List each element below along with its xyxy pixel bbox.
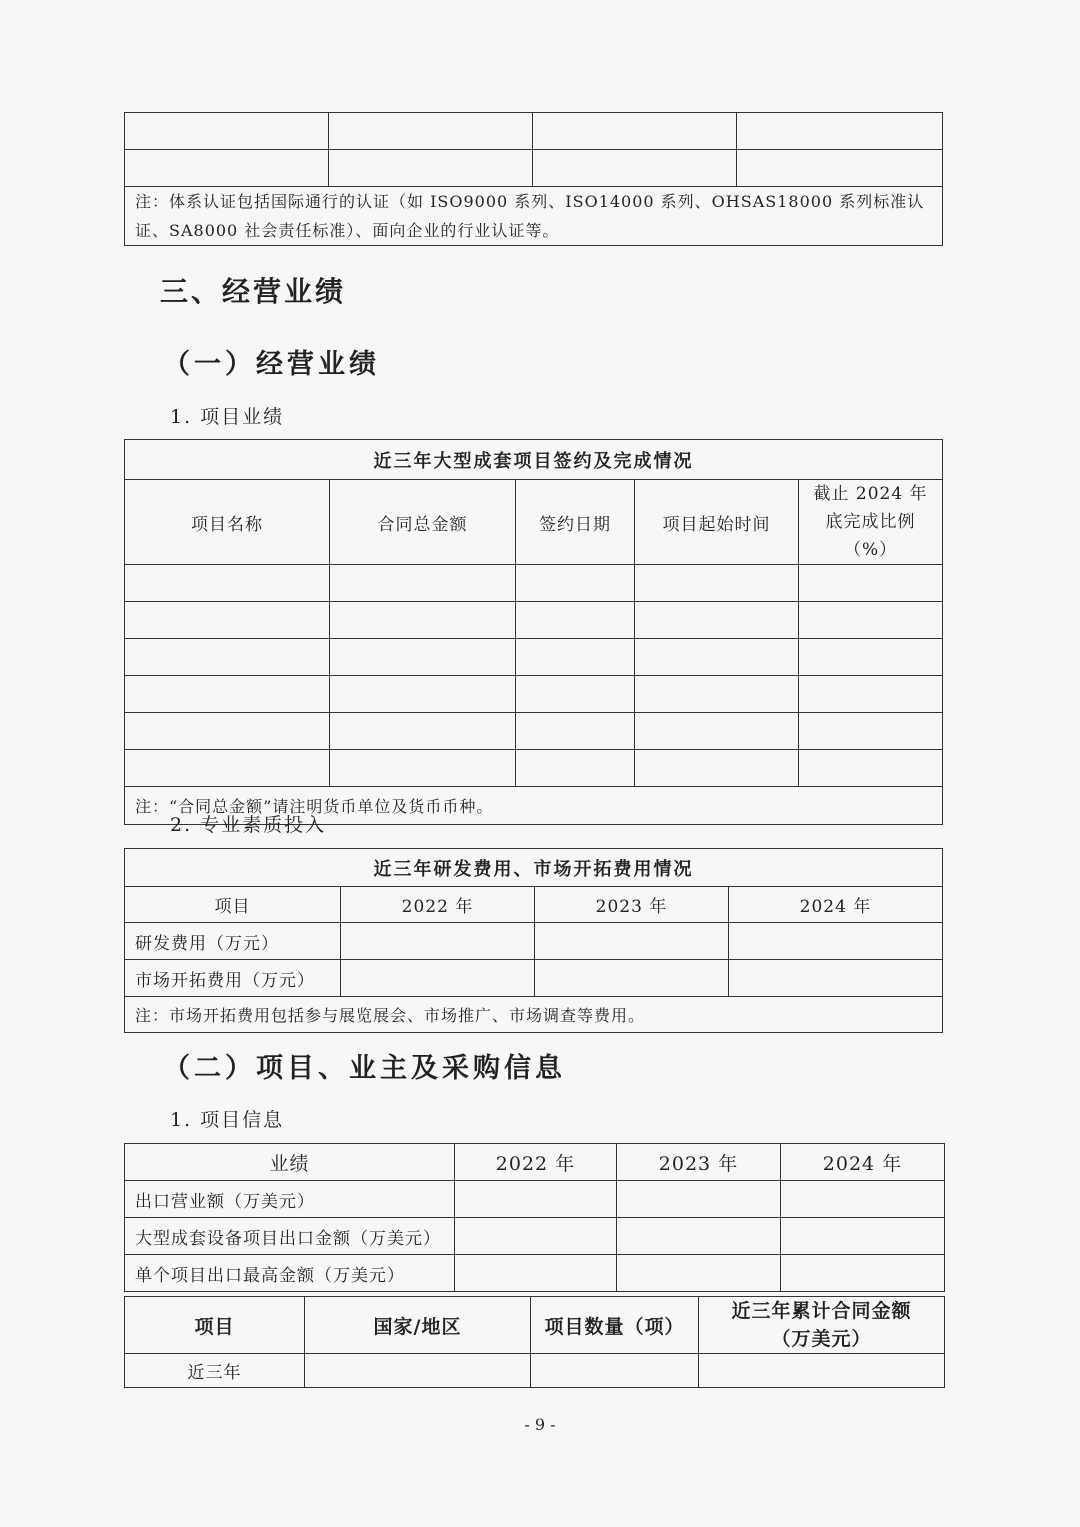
table-row <box>125 750 943 787</box>
certification-table <box>124 112 943 246</box>
row-label: 研发费用（万元） <box>125 923 341 960</box>
table-row <box>125 602 943 639</box>
column-header: 项目起始时间 <box>635 480 799 565</box>
item-title: 1. 项目信息 <box>170 1109 285 1131</box>
row-label: 市场开拓费用（万元） <box>125 960 341 997</box>
table-caption: 近三年研发费用、市场开拓费用情况 <box>125 849 943 887</box>
table-row <box>125 923 943 960</box>
table-cell <box>125 113 329 150</box>
column-header: 截止 2024 年底完成比例（%） <box>799 480 943 565</box>
row-label: 近三年 <box>125 1354 305 1388</box>
column-header: 2023 年 <box>617 1144 781 1181</box>
table-note: 注：体系认证包括国际通行的认证（如 ISO9000 系列、ISO14000 系列、OHSAS18000 系列标准认证、SA8000 社会责任标准）、面向企业的行业认证等。 <box>125 187 943 246</box>
column-header: 2022 年 <box>341 887 535 923</box>
table-cell <box>329 150 533 187</box>
table-row <box>125 1181 945 1218</box>
table-row <box>125 1218 945 1255</box>
table-cell <box>737 150 943 187</box>
table-row <box>125 565 943 602</box>
column-header: 项目 <box>125 1297 305 1354</box>
section-title: 三、经营业绩 <box>160 275 347 308</box>
table-row <box>125 676 943 713</box>
page-number: - 9 - <box>524 1415 556 1434</box>
row-label: 大型成套设备项目出口金额（万美元） <box>125 1218 455 1255</box>
column-header: 项目 <box>125 887 341 923</box>
table-note: 注：“合同总金额”请注明货币单位及货币币种。 <box>125 787 943 825</box>
column-header: 签约日期 <box>516 480 635 565</box>
column-header: 业绩 <box>125 1144 455 1181</box>
row-label: 出口营业额（万美元） <box>125 1181 455 1218</box>
subsection-title: （二）项目、业主及采购信息 <box>163 1053 566 1084</box>
subsection-title: （一）经营业绩 <box>163 349 380 380</box>
column-header: 国家/地区 <box>305 1297 531 1354</box>
column-header: 2022 年 <box>455 1144 617 1181</box>
column-header: 2023 年 <box>535 887 729 923</box>
item-title: 1. 项目业绩 <box>170 406 285 428</box>
table-note: 注：市场开拓费用包括参与展览展会、市场推广、市场调查等费用。 <box>125 997 943 1033</box>
item-title: 2. 专业素质投入 <box>170 814 327 836</box>
row-label: 单个项目出口最高金额（万美元） <box>125 1255 455 1292</box>
column-header: 2024 年 <box>729 887 943 923</box>
table-row <box>125 1354 945 1388</box>
column-header: 项目数量（项） <box>531 1297 699 1354</box>
table-caption: 近三年大型成套项目签约及完成情况 <box>125 440 943 480</box>
column-header: 2024 年 <box>781 1144 945 1181</box>
table-cell <box>737 113 943 150</box>
project-performance-table <box>124 439 943 825</box>
table-row <box>125 1255 945 1292</box>
project-country-table <box>124 1296 945 1388</box>
table-cell <box>329 113 533 150</box>
table-row <box>125 713 943 750</box>
column-header: 近三年累计合同金额（万美元） <box>699 1297 945 1354</box>
table-row <box>125 960 943 997</box>
column-header: 项目名称 <box>125 480 330 565</box>
project-info-table <box>124 1143 945 1292</box>
table-cell <box>533 150 737 187</box>
rd-marketing-expense-table <box>124 848 943 1033</box>
column-header: 合同总金额 <box>330 480 516 565</box>
table-cell <box>125 150 329 187</box>
table-cell <box>533 113 737 150</box>
table-row <box>125 639 943 676</box>
